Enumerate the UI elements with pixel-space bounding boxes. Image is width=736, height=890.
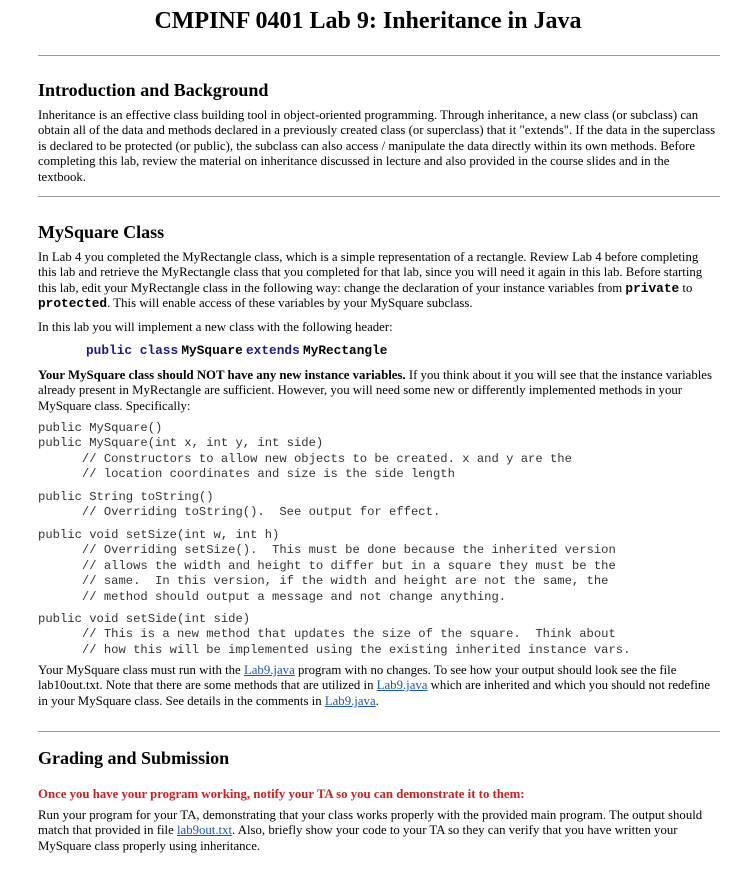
lab9-java-link[interactable]: Lab9.java (376, 678, 428, 693)
code-tostring: public String toString() // Overriding toString(). See output for effect. (38, 490, 441, 520)
class-header-code: public class MySquare extends MyRectangle (86, 343, 388, 358)
grading-paragraph: Run your program for your TA, demonstrating that your class works properly with the provided main program. The output should match that provided in file lab9out.txt. Also, briefly show your code to your TA so they can verify that you have written your MySquare class properly using inheritance. (38, 808, 703, 853)
lab9-java-link[interactable]: Lab9.java (324, 693, 376, 708)
protected-keyword: protected (38, 296, 108, 312)
lab9-java-link[interactable]: Lab9.java (243, 663, 295, 677)
divider (38, 55, 720, 56)
divider (38, 731, 720, 732)
mysquare-paragraph-4: Your MySquare class must run with the Lab9.java program with no changes. To see how your output should look see the file lab10out.txt. Note that there are some methods that are utilized in Lab9.java which are inherited and which you should not redefine in your MySquare class. See details in the comments in Lab9.java. (38, 663, 710, 708)
mysquare-paragraph-1: In Lab 4 you completed the MyRectangle class, which is a simple representation of a rectangle. Review Lab 4 before completing this lab and retrieve the MyRectangle class that you completed for that lab, since you will need it again in this lab. Before starting this lab, edit your MyRectangle class in the following way: change the declaration of your instance variables from private to protected. This will enable access of these variables by your MySquare subclass. (38, 250, 703, 312)
grading-heading: Grading and Submission (38, 748, 230, 768)
page-title: CMPINF 0401 Lab 9: Inheritance in Java (154, 8, 582, 34)
mysquare-heading: MySquare Class (38, 222, 165, 242)
code-setsize: public void setSize(int w, int h) // Overriding setSize(). This must be done because the inherited version // allows the width and height to differ but in a square they must be the // same. In this version, if the width and height are not the same, the // method should output a message and not change anything. (38, 528, 616, 604)
mysquare-paragraph-2: In this lab you will implement a new class with the following header: (38, 320, 393, 334)
private-keyword: private (625, 280, 680, 296)
code-constructors: public MySquare() public MySquare(int x, int y, int side) // Constructors to allow new objects to be created. x and y are the // location coordinates and size is the side length (38, 421, 572, 482)
intro-heading: Introduction and Background (38, 80, 269, 100)
code-setside: public void setSide(int side) // This is a new method that updates the size of the square. Think about // how this will be implemented using the existing inherited instance vars. (38, 612, 631, 657)
lab9out-link[interactable]: lab9out.txt (176, 823, 233, 838)
intro-paragraph: Inheritance is an effective class building tool in object-oriented programming. Through inheritance, a new class (or subclass) can obtain all of the data and methods declared in a previously created class (or superclass) that it "extends". If the data in the superclass is declared to be protected (or public), the subclass can also access / manipulate the data directly within its own methods. Before completing this lab, review the material on inheritance discussed in lecture and also provided in the course slides and in the textbook. (38, 108, 716, 184)
divider (38, 196, 720, 197)
mysquare-paragraph-3: Your MySquare class should NOT have any new instance variables. If you think about it you will see that the instance variables already present in MyRectangle are sufficient. However, you will need some new or differently implemented methods in your MySquare class. Specifically: (38, 368, 712, 413)
ta-notice: Once you have your program working, notify your TA so you can demonstrate it to them: (38, 787, 525, 801)
